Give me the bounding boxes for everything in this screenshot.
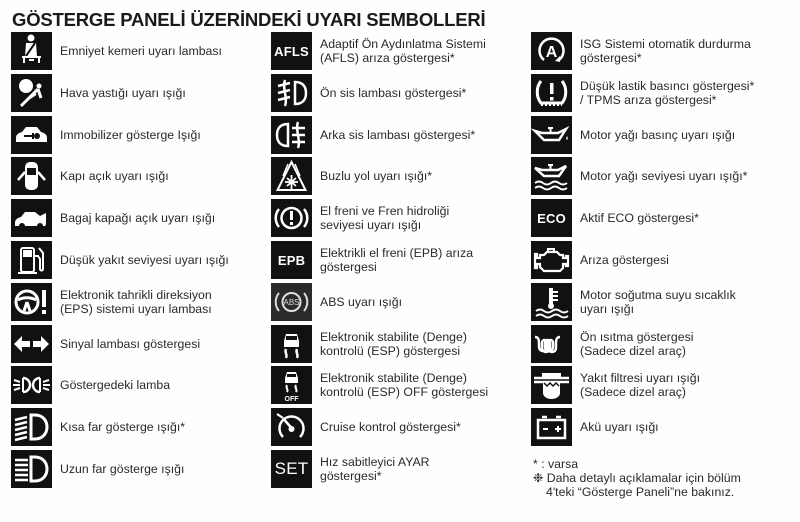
symbol-item: Elektronik tahrikli direksiyon (EPS) sistemi uyarı lambası: [11, 283, 212, 321]
airbag-icon: [11, 74, 52, 112]
asterisk-note: * : varsa: [533, 457, 579, 471]
svg-text:A: A: [545, 44, 558, 61]
esp-icon: [271, 325, 312, 363]
page-title: GÖSTERGE PANELİ ÜZERİNDEKİ UYARI SEMBOLLERİ: [12, 9, 486, 30]
reference-note-line-1: ❉ Daha detaylı açıklamalar için bölüm: [533, 471, 741, 485]
oil-level-icon: [531, 157, 572, 195]
symbol-item: Bagaj kapağı açık uyarı ışığı: [11, 199, 215, 237]
check-engine-icon: [531, 241, 572, 279]
eco-icon: ECO: [531, 199, 572, 237]
brake-warning-icon: [271, 199, 312, 237]
cruise-control-icon: [271, 408, 312, 446]
door-open-icon: [11, 157, 52, 195]
low-beam-icon: [11, 408, 52, 446]
svg-text:OFF: OFF: [284, 396, 299, 404]
trunk-open-icon: [11, 199, 52, 237]
symbol-item: AFLS Adaptif Ön Aydınlatma Sistemi (AFLS) arıza göstergesi*: [271, 32, 486, 70]
symbol-item: Buzlu yol uyarı ışığı*: [271, 157, 432, 195]
oil-pressure-icon: [531, 116, 572, 154]
symbol-item: Düşük yakıt seviyesi uyarı ışığı: [11, 241, 229, 279]
epb-icon: EPB: [271, 241, 312, 279]
symbol-item: Motor soğutma suyu sıcaklık uyarı ışığı: [531, 283, 736, 321]
symbol-item: Ön sis lambası göstergesi*: [271, 74, 466, 112]
symbol-item: Motor yağı seviyesi uyarı ışığı*: [531, 157, 747, 195]
abs-icon: [271, 283, 312, 321]
reference-note-line-2: 4'teki “Gösterge Paneli”ne bakınız.: [546, 485, 735, 499]
symbol-item: A ISG Sistemi otomatik durdurma göstergesi*: [531, 32, 751, 70]
symbol-item: Ön ısıtma göstergesi (Sadece dizel araç): [531, 325, 693, 363]
isg-auto-stop-icon: [531, 32, 572, 70]
symbol-item: ABS ABS uyarı ışığı: [271, 283, 402, 321]
symbol-item: Immobilizer gösterge Işığı: [11, 116, 201, 154]
symbol-item: Akü uyarı ışığı: [531, 408, 659, 446]
fuel-icon: [11, 241, 52, 279]
turn-signal-icon: [11, 325, 52, 363]
afls-icon: AFLS: [271, 32, 312, 70]
seatbelt-icon: [11, 32, 52, 70]
symbol-item: Elektronik stabilite (Denge) kontrolü (ESP) göstergesi: [271, 325, 467, 363]
esp-off-icon: [271, 366, 312, 404]
symbol-item: Sinyal lambası göstergesi: [11, 325, 200, 363]
symbol-item: OFF Elektronik stabilite (Denge) kontrolü (ESP) OFF göstergesi: [271, 366, 488, 404]
symbol-item: ECO Aktif ECO göstergesi*: [531, 199, 699, 237]
symbol-item: Yakıt filtresi uyarı ışığı (Sadece dizel araç): [531, 366, 700, 404]
symbol-item: Arka sis lambası göstergesi*: [271, 116, 475, 154]
icy-road-icon: [271, 157, 312, 195]
immobilizer-icon: [11, 116, 52, 154]
symbol-item: Hava yastığı uyarı ışığı: [11, 74, 186, 112]
svg-text:ABS: ABS: [283, 297, 300, 307]
symbol-item: Cruise kontrol göstergesi*: [271, 408, 461, 446]
symbol-item: Motor yağı basınç uyarı ışığı: [531, 116, 735, 154]
eps-steering-icon: [11, 283, 52, 321]
set-icon: SET: [271, 450, 312, 488]
symbol-item: Emniyet kemeri uyarı lambası: [11, 32, 222, 70]
symbol-item: Düşük lastik basıncı göstergesi* / TPMS arıza göstergesi*: [531, 74, 754, 112]
glow-plug-icon: [531, 325, 572, 363]
symbol-item: Arıza göstergesi: [531, 241, 669, 279]
rear-fog-icon: [271, 116, 312, 154]
front-fog-icon: [271, 74, 312, 112]
tpms-icon: [531, 74, 572, 112]
fuel-filter-icon: [531, 366, 572, 404]
footnotes: [533, 457, 741, 499]
symbol-item: EPB Elektrikli el freni (EPB) arıza göstergesi: [271, 241, 473, 279]
symbol-item: Kısa far gösterge ışığı*: [11, 408, 185, 446]
position-lamp-icon: [11, 366, 52, 404]
symbol-item: El freni ve Fren hidroliği seviyesi uyarı ışığı: [271, 199, 449, 237]
high-beam-icon: [11, 450, 52, 488]
battery-icon: [531, 408, 572, 446]
symbol-item: Göstergedeki lamba: [11, 366, 170, 404]
symbol-item: SET Hız sabitleyici AYAR göstergesi*: [271, 450, 430, 488]
symbol-item: Kapı açık uyarı ışığı: [11, 157, 169, 195]
symbol-item: Uzun far gösterge ışığı: [11, 450, 184, 488]
coolant-temp-icon: [531, 283, 572, 321]
